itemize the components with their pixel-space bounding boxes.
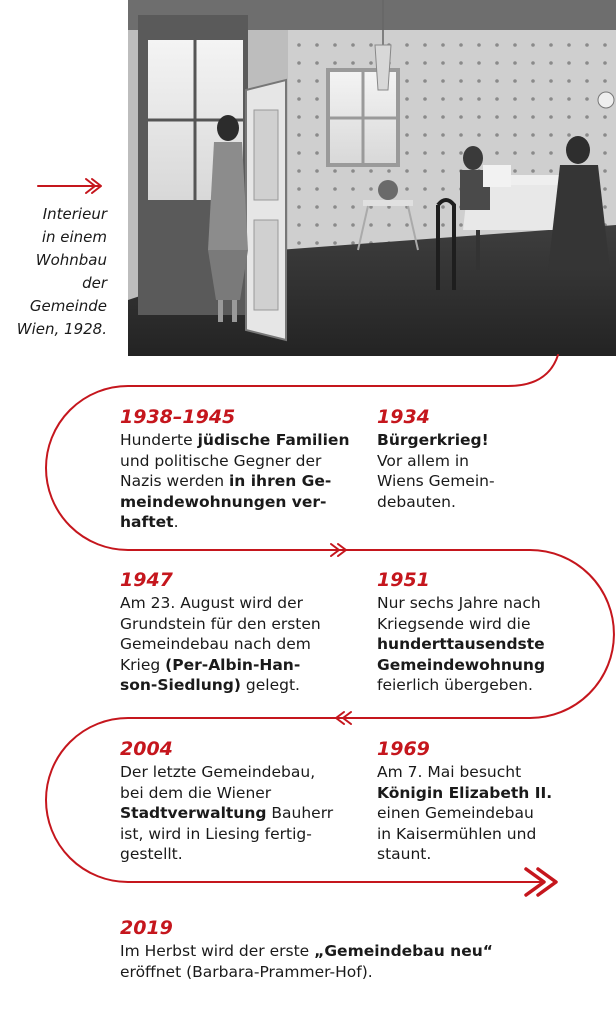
body-text: Grundstein für den ersten [120, 614, 321, 633]
timeline-entry-1969 [377, 739, 552, 865]
entry-line [120, 512, 349, 533]
caption-line: Wohnbau [35, 251, 107, 269]
entry-line [120, 634, 321, 655]
entry-line [377, 844, 552, 865]
entry-line [377, 492, 495, 513]
entry-line [120, 451, 349, 472]
entry-line [120, 675, 321, 696]
body-text: in Kaisermühlen und [377, 824, 537, 843]
entry-line [377, 655, 545, 676]
entry-line [377, 824, 552, 845]
body-text: eröffnet (Barbara-Prammer-Hof). [120, 962, 373, 981]
body-text: Nazis werden [120, 472, 229, 491]
entry-line [377, 430, 495, 451]
body-text: Gemeindebau nach dem [120, 635, 311, 654]
entry-year: 1934 [377, 406, 430, 428]
entry-text [120, 941, 493, 982]
entry-text [120, 593, 321, 696]
body-text: Hunderte [120, 431, 198, 449]
emphasis-text: Königin Elizabeth II. [377, 783, 553, 802]
caption-line: Interieur [42, 205, 107, 223]
timeline-entry-2004 [120, 739, 333, 865]
entry-year: 1938–1945 [120, 406, 236, 428]
timeline-entry-1938 [120, 407, 349, 533]
body-text: feierlich übergeben. [377, 676, 533, 695]
timeline-entry-1947 [120, 570, 321, 696]
emphasis-text: Gemeindewohnung [377, 655, 546, 674]
body-text: Am 7. Mai besucht [377, 763, 522, 781]
body-text: . [173, 513, 179, 532]
entry-year: 1969 [377, 738, 430, 760]
entry-line [120, 941, 493, 962]
entry-text [120, 762, 333, 865]
entry-line [377, 593, 545, 614]
entry-line [377, 762, 552, 783]
entry-line [120, 824, 333, 845]
emphasis-text: hunderttausendste [377, 635, 545, 654]
emphasis-text: (Per-Albin-Han- [165, 655, 301, 674]
body-text: und politische Gegner der [120, 451, 322, 470]
entry-year: 1947 [120, 569, 173, 591]
entry-line [377, 675, 545, 696]
caption-line: in einem [41, 228, 107, 246]
body-text: Im Herbst wird der erste [120, 942, 315, 960]
body-text: gelegt. [241, 676, 300, 695]
timeline-entry-1951 [377, 570, 545, 696]
body-text: ist, wird in Liesing fertig- [120, 824, 312, 843]
entry-line [377, 634, 545, 655]
entry-line [377, 783, 552, 804]
timeline-entry-1934 [377, 407, 495, 512]
entry-year: 1951 [377, 569, 430, 591]
entry-year: 2004 [120, 738, 173, 760]
timeline-entry-2019 [120, 918, 493, 982]
body-text: debauten. [377, 492, 456, 511]
entry-line [120, 803, 333, 824]
caption-line: Wien, 1928. [16, 320, 107, 338]
emphasis-text: son-Siedlung) [120, 676, 241, 695]
entry-line [120, 430, 349, 451]
entry-line [120, 762, 333, 783]
emphasis-text: haftet [120, 513, 174, 532]
entry-line [377, 471, 495, 492]
body-text: Am 23. August wird der [120, 594, 303, 612]
entry-line [377, 803, 552, 824]
body-text: Der letzte Gemeindebau, [120, 763, 316, 781]
emphasis-text: in ihren Ge- [228, 472, 332, 491]
entry-year: 2019 [120, 917, 173, 939]
entry-line [377, 614, 545, 635]
emphasis-text: „Gemeindebau neu“ [314, 942, 493, 960]
entry-line [120, 492, 349, 513]
entry-text [377, 593, 545, 696]
body-text: Wiens Gemein- [377, 472, 495, 491]
body-text: Nur sechs Jahre nach [377, 594, 541, 612]
entry-line [120, 783, 333, 804]
entry-line [120, 844, 333, 865]
body-text: einen Gemeindebau [377, 804, 534, 823]
emphasis-text: Stadtverwaltung [120, 804, 267, 823]
body-text: Vor allem in [377, 451, 469, 470]
body-text: gestellt. [120, 845, 183, 864]
body-text: Krieg [120, 655, 166, 674]
entry-text [120, 430, 349, 533]
emphasis-text: meindewohnungen ver- [120, 492, 327, 511]
body-text: Bauherr [266, 804, 334, 823]
entry-line [120, 962, 493, 983]
entry-line [120, 614, 321, 635]
entry-line [377, 451, 495, 472]
body-text: staunt. [377, 845, 432, 864]
caption-line: der [82, 274, 107, 292]
caption-line: Gemeinde [29, 297, 107, 315]
body-text: Kriegsende wird die [377, 614, 531, 633]
entry-text [377, 762, 552, 865]
emphasis-text: Bürgerkrieg! [377, 431, 489, 449]
emphasis-text: jüdische Familien [197, 431, 350, 449]
entry-line [120, 471, 349, 492]
body-text: bei dem die Wiener [120, 783, 272, 802]
entry-text [377, 430, 495, 512]
entry-line [120, 593, 321, 614]
entry-line [120, 655, 321, 676]
